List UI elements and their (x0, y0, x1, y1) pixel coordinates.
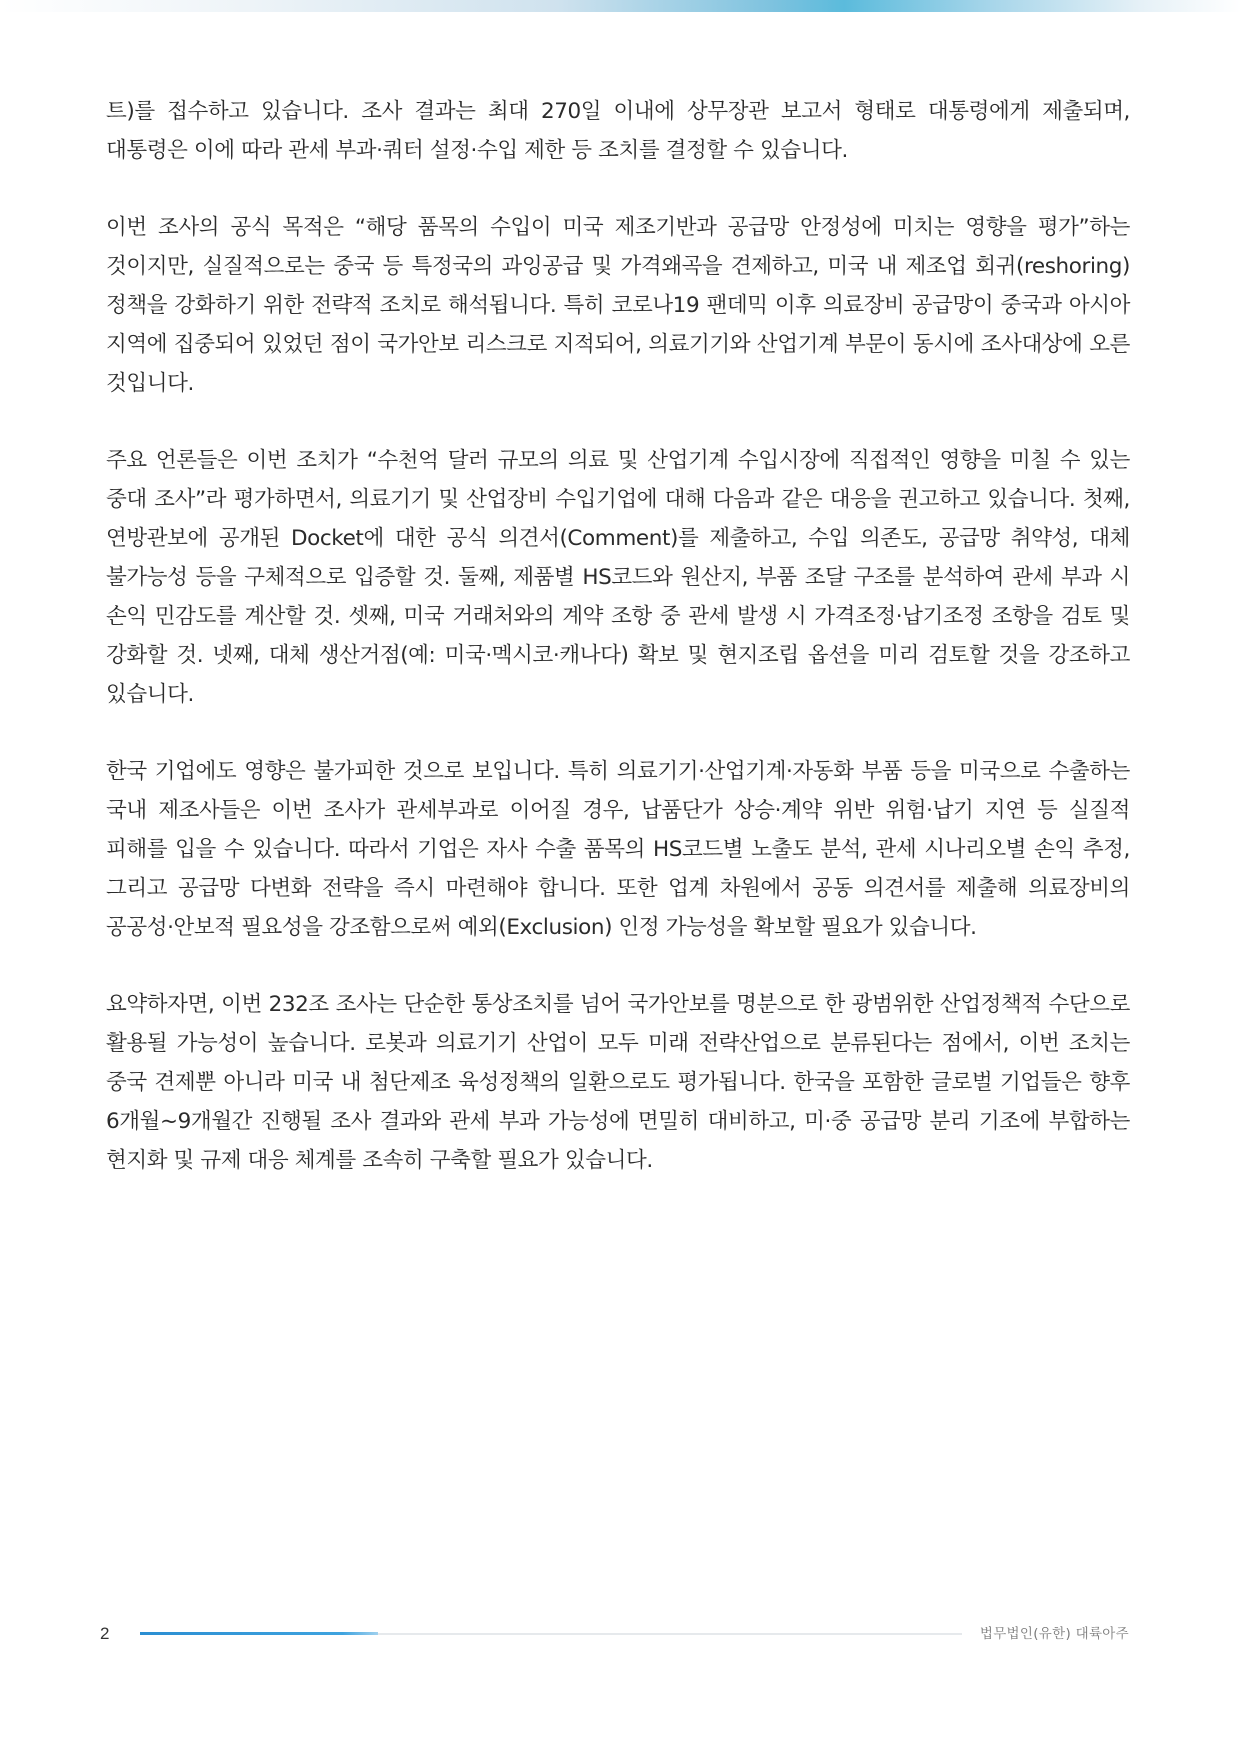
paragraph-korean-impact: 한국 기업에도 영향은 불가피한 것으로 보입니다. 특히 의료기기·산업기계·자동화 부품 등을 미국으로 수출하는 국내 제조사들은 이번 조사가 관세부과로 이어질 경우, 납품단가 상승·계약 위반 위험·납기 지연 등 실질적 피해를 입을 수 있습니다. 따라서 기업은 자사 수출 품목의 HS코드별 노출도 분석, 관세 시나리오별 손익 추정, 그리고 공급망 다변화 전략을 즉시 마련해야 합니다. 또한 업계 차원에서 공동 의견서를 제출해 의료장비의 공공성·안보적 필요성을 강조함으로써 예외(Exclusion) 인정 가능성을 확보할 필요가 있습니다. (106, 759, 1130, 940)
header-gradient-band (0, 0, 1241, 12)
paragraph-recommended-responses: 주요 언론들은 이번 조치가 “수천억 달러 규모의 의료 및 산업기계 수입시장에 직접적인 영향을 미칠 수 있는 중대 조사”라 평가하면서, 의료기기 및 산업장비 수입기업에 대해 다음과 같은 대응을 권고하고 있습니다. 첫째, 연방관보에 공개된 Docket에 대한 공식 의견서(Comment)를 제출하고, 수입 의존도, 공급망 취약성, 대체 불가능성 등을 구체적으로 입증할 것. 둘째, 제품별 HS코드와 원산지, 부품 조달 구조를 분석하여 관세 부과 시 손익 민감도를 계산할 것. 셋째, 미국 거래처와의 계약 조항 중 관세 발생 시 가격조정·납기조정 조항을 검토 및 강화할 것. 넷째, 대체 생산거점(예: 미국·멕시코·캐나다) 확보 및 현지조립 옵션을 미리 검토할 것을 강조하고 있습니다. (106, 448, 1130, 707)
page-number: 2 (100, 1624, 110, 1643)
paragraph-summary: 요약하자면, 이번 232조 조사는 단순한 통상조치를 넘어 국가안보를 명분으로 한 광범위한 산업정책적 수단으로 활용될 가능성이 높습니다. 로봇과 의료기기 산업이 모두 미래 전략산업으로 분류된다는 점에서, 이번 조치는 중국 견제뿐 아니라 미국 내 첨단제조 육성정책의 일환으로도 평가됩니다. 한국을 포함한 글로벌 기업들은 향후 6개월~9개월간 진행될 조사 결과와 관세 부과 가능성에 면밀히 대비하고, 미·중 공급망 분리 기조에 부합하는 현지화 및 규제 대응 체계를 조속히 구축할 필요가 있습니다. (106, 992, 1130, 1173)
paragraph-investigation-purpose: 이번 조사의 공식 목적은 “해당 품목의 수입이 미국 제조기반과 공급망 안정성에 미치는 영향을 평가”하는 것이지만, 실질적으로는 중국 등 특정국의 과잉공급 및 가격왜곡을 견제하고, 미국 내 제조업 회귀(reshoring) 정책을 강화하기 위한 전략적 조치로 해석됩니다. 특히 코로나19 팬데믹 이후 의료장비 공급망이 중국과 아시아 지역에 집중되어 있었던 점이 국가안보 리스크로 지적되어, 의료기기와 산업기계 부문이 동시에 조사대상에 오른 것입니다. (106, 215, 1130, 396)
firm-name: 법무법인(유한) 대륙아주 (979, 1626, 1129, 1642)
page-footer (0, 1620, 1241, 1650)
document-body (106, 92, 1130, 1218)
paragraph-investigation-timeline: 트)를 접수하고 있습니다. 조사 결과는 최대 270일 이내에 상무장관 보고서 형태로 대통령에게 제출되며, 대통령은 이에 따라 관세 부과·쿼터 설정·수입 제한 등 조치를 결정할 수 있습니다. (106, 99, 1130, 163)
footer-divider-accent (140, 1632, 378, 1635)
